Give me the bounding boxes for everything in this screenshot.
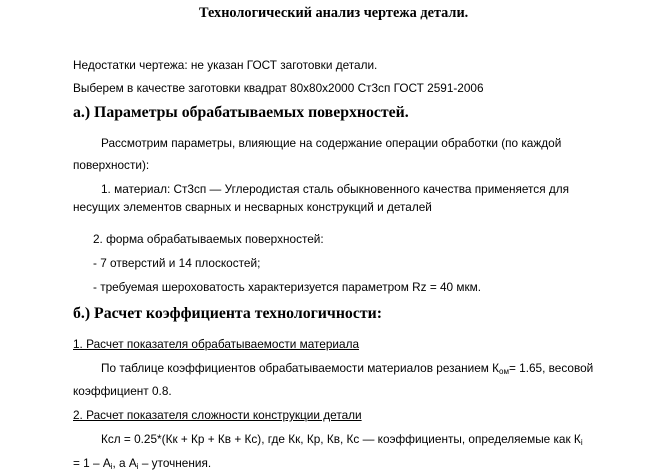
material-item-line-1: 1. материал: Ст3сп — Углеродистая сталь обыкновенного качества применяется для [101,182,570,196]
material-item-line-2: несущих элементов сварных и несварных конструкций и деталей [73,200,432,214]
formula-line-2-c: – уточнения. [138,456,212,470]
surface-shape-subitem-2: - требуемая шероховатость характеризуется параметром Rz = 40 мкм. [93,280,482,294]
machinability-subscript: ом [499,367,509,376]
machinability-line-2: коэффициент 0.8. [73,384,172,398]
complexity-subheading: 2. Расчет показателя сложности конструкции детали [73,408,362,422]
formula-text: Ксл = 0.25*(Кк + Кр + Кв + Кс), где Кк, Кр, Кв, Кс — коэффициенты, определяемые как К [101,432,581,446]
surface-shape-subitem-1: - 7 отверстий и 14 плоскостей; [93,256,261,270]
section-a-heading: а.) Параметры обрабатываемых поверхностей. [73,104,409,121]
formula-line-1 [101,431,583,447]
section-a-paragraph-line-2: поверхности): [73,158,150,172]
formula-subscript: i [580,438,583,447]
formula-line-2 [73,455,211,471]
formula-line-2-subscript-2: i [136,462,139,471]
section-a-paragraph-line-1: Рассмотрим параметры, влияющие на содержание операции обработки (по каждой [101,136,562,150]
formula-line-2-a: = 1 – А [73,456,111,470]
surface-shape-item: 2. форма обрабатываемых поверхностей: [93,232,324,246]
machinability-text-post: = 1.65, весовой [508,361,594,375]
machinability-subheading: 1. Расчет показателя обрабатываемости материала [73,337,360,351]
formula-line-2-b: , а А [112,456,137,470]
formula-line-2-subscript-1: i [110,462,113,471]
page-title: Технологический анализ чертежа детали. [199,5,469,21]
drawing-deficiency-text: Недостатки чертежа: не указан ГОСТ заготовки детали. [73,58,378,72]
machinability-line-1 [101,360,593,376]
blank-choice-text: Выберем в качестве заготовки квадрат 80х80х2000 Ст3сп ГОСТ 2591-2006 [73,81,484,95]
machinability-text-pre: По таблице коэффициентов обрабатываемости материалов резанием К [101,361,500,375]
section-b-heading: б.) Расчет коэффициента технологичности: [73,305,382,322]
